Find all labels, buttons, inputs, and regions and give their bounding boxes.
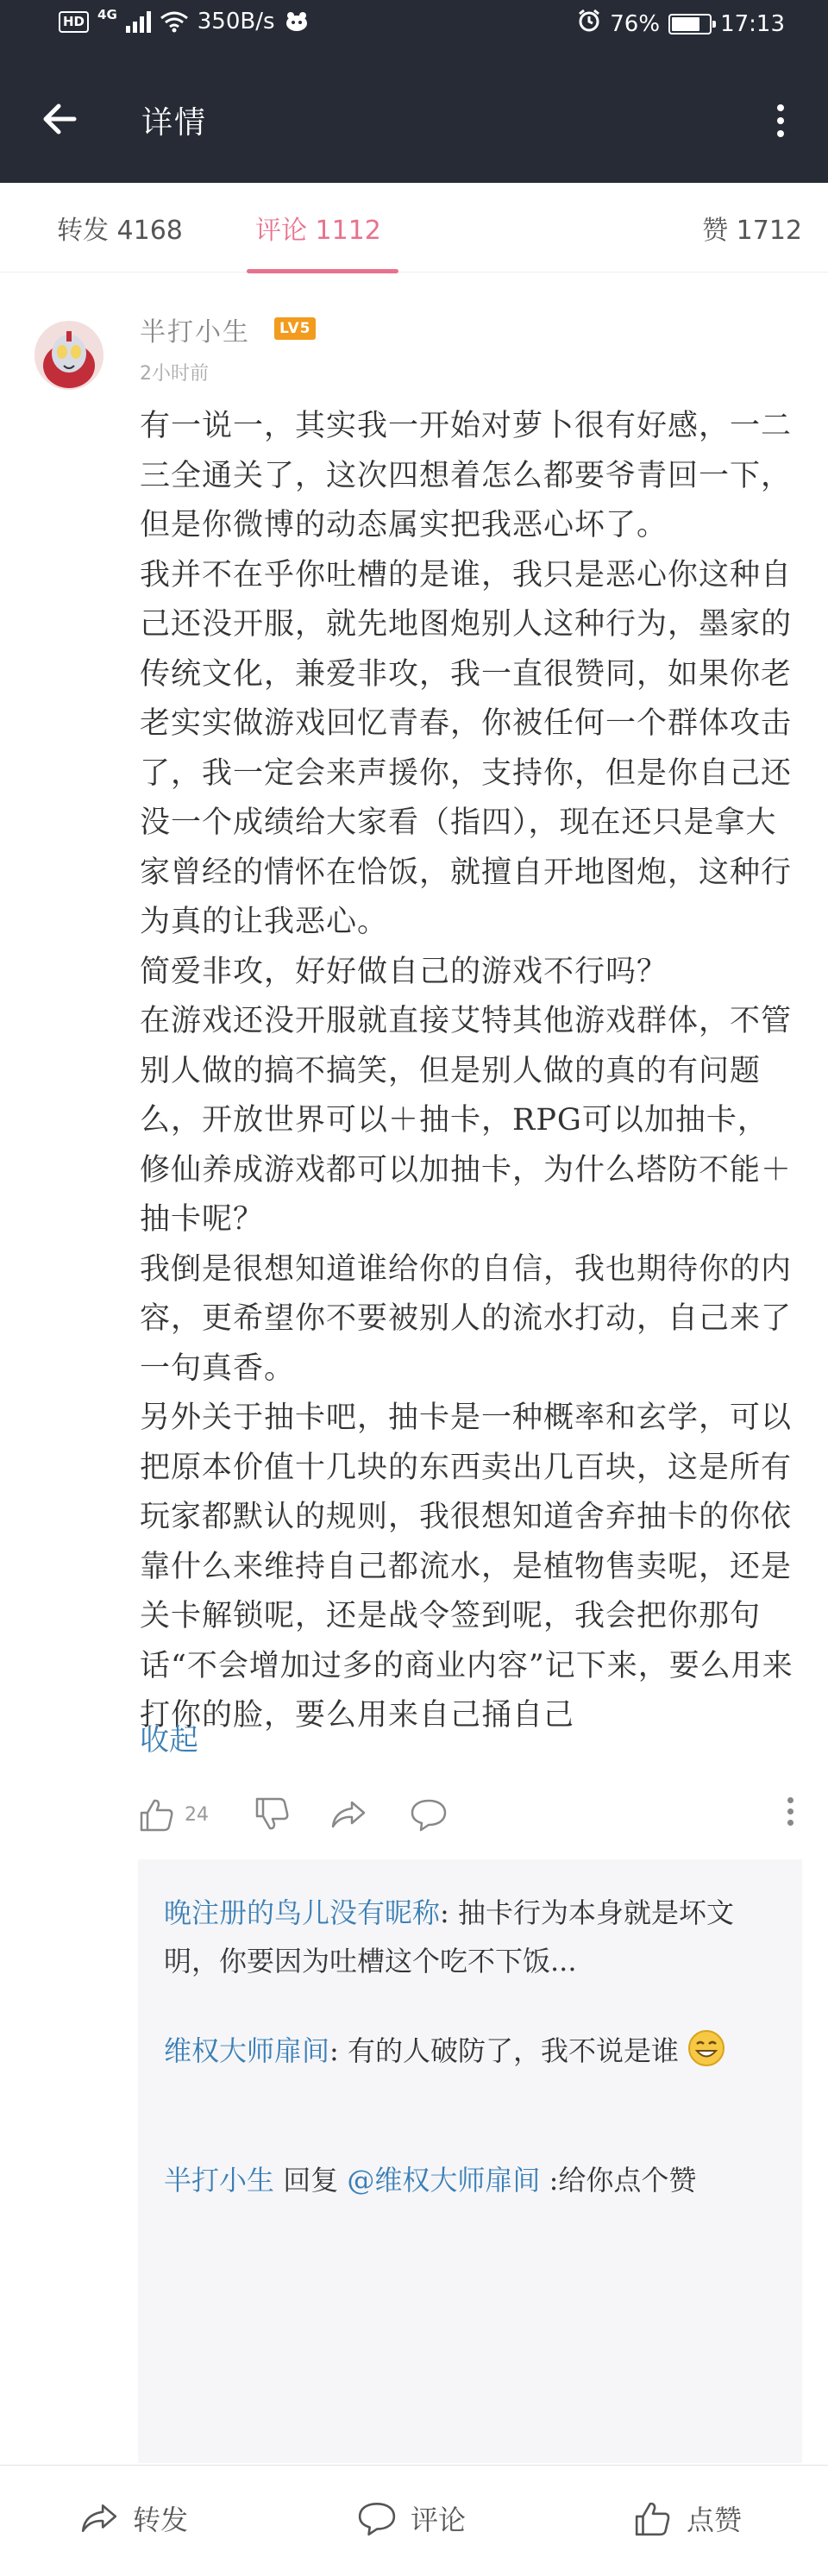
more-vertical-icon <box>777 104 784 111</box>
app-notification-icon <box>284 10 310 33</box>
clock: 17:13 <box>720 10 785 37</box>
like-button[interactable] <box>138 1796 209 1833</box>
comment-bubble-icon <box>355 2498 398 2538</box>
reply-item[interactable] <box>164 2027 785 2075</box>
reply-item[interactable] <box>164 1889 785 1985</box>
status-left <box>59 9 310 34</box>
comment-username[interactable]: 半打小生 <box>140 317 250 348</box>
avatar[interactable] <box>34 321 104 390</box>
comment-paragraph: 我并不在乎你吐槽的是谁，我只是恶心你这种自己还没开服，就先地图炮别人这种行为，墨家的传统文化，兼爱非攻，我一直很赞同，如果你老老实实做游戏回忆青春，你被任何一个群体攻击了，我一定会来声援你，支持你，但是你自己还没一个成绩给大家看（指四），现在还只是拿大家曾经的情怀在恰饭，就擅自开地图炮，这种行为真的让我恶心。 <box>140 557 793 939</box>
reply-button[interactable] <box>409 1796 448 1833</box>
dislike-button[interactable] <box>254 1796 292 1833</box>
comment-timestamp: 2小时前 <box>140 363 209 385</box>
like-count: 24 <box>185 1803 209 1826</box>
replies-box <box>138 1859 802 2463</box>
reply-text: 有的人破防了，我不说是谁 <box>347 2034 679 2067</box>
thumbs-up-icon <box>138 1796 176 1833</box>
back-button[interactable] <box>34 93 86 145</box>
page-title: 详情 <box>141 105 208 141</box>
tab-comment[interactable]: 评论 1112 <box>255 216 381 246</box>
tab-bar <box>0 183 828 273</box>
status-right <box>577 9 785 39</box>
arrow-left-icon <box>34 93 86 145</box>
share-button[interactable] <box>329 1796 367 1833</box>
reply-separator: : <box>329 2034 348 2067</box>
tab-like[interactable]: 赞 1712 <box>702 216 802 246</box>
more-vertical-icon <box>787 1797 794 1803</box>
reply-target[interactable]: @维权大师扉间 <box>347 2164 541 2197</box>
reply-text: 给你点个赞 <box>558 2164 697 2197</box>
reply-separator: : <box>440 1896 458 1929</box>
battery-percent: 76% <box>610 10 661 37</box>
bottom-repost-label: 转发 <box>133 2504 189 2536</box>
reply-separator: : <box>540 2164 559 2197</box>
comment-body <box>140 402 795 1741</box>
reply-author[interactable]: 晚注册的鸟儿没有昵称 <box>164 1896 441 1929</box>
reply-text: 抽卡行为本身就是坏文明，你要因为吐槽这个吃不下饭... <box>164 1896 734 1977</box>
comment-bubble-icon <box>409 1796 448 1833</box>
thumbs-up-icon <box>631 2498 674 2538</box>
battery-icon <box>668 14 712 34</box>
comment-more-button[interactable] <box>787 1797 794 1826</box>
wifi-icon <box>160 10 189 33</box>
bottom-comment-label: 评论 <box>411 2504 467 2536</box>
comment-paragraph: 简爱非攻，好好做自己的游戏不行吗？ <box>140 954 668 989</box>
reply-author[interactable]: 半打小生 <box>164 2164 275 2197</box>
bottom-like-button[interactable] <box>631 2498 742 2538</box>
level-badge: LV5 <box>274 317 316 340</box>
reply-word: 回复 <box>274 2164 348 2197</box>
share-arrow-icon <box>78 2498 121 2538</box>
more-options-button[interactable] <box>768 95 794 147</box>
comment-paragraph: 我倒是很想知道谁给你的自信，我也期待你的内容，更希望你不要被别人的流水打动，自己来了一句真香。 <box>140 1251 793 1386</box>
comment-paragraph: 在游戏还没开服就直接艾特其他游戏群体，不管别人做的搞不搞笑，但是别人做的真的有问题么，开放世界可以＋抽卡，RPG可以加抽卡，修仙养成游戏都可以加抽卡，为什么塔防不能＋抽卡呢？ <box>140 1004 793 1237</box>
active-tab-indicator <box>247 269 398 273</box>
smile-emoji-icon <box>687 2029 725 2067</box>
thumbs-down-icon <box>254 1796 292 1833</box>
comment-paragraph: 另外关于抽卡吧，抽卡是一种概率和玄学，可以把原本价值十几块的东西卖出几百块，这是所有玩家都默认的规则，我很想知道舍弃抽卡的你依靠什么来维持自己都流水，是植物售卖呢，还是关卡解锁呢，还是战令签到呢，我会把你那句话“不会增加过多的商业内容”记下来，要么用来打你的脸，要么用来自己捅自己 <box>140 1401 794 1733</box>
bottom-repost-button[interactable] <box>78 2498 188 2538</box>
collapse-link[interactable]: 收起 <box>140 1723 198 1758</box>
top-header <box>0 0 828 183</box>
bottom-action-bar <box>0 2465 828 2576</box>
alarm-icon <box>577 9 601 39</box>
bottom-like-label: 点赞 <box>687 2504 743 2536</box>
reply-author[interactable]: 维权大师扉间 <box>164 2034 330 2067</box>
comment-actions <box>0 1785 828 1854</box>
network-type: 4G <box>97 7 117 22</box>
avatar-image <box>34 321 104 390</box>
share-arrow-icon <box>329 1796 367 1833</box>
title-bar <box>0 57 828 183</box>
comment-paragraph: 有一说一，其实我一开始对萝卜很有好感，一二三全通关了，这次四想着怎么都要爷青回一下，但是你微博的动态属实把我恶心坏了。 <box>140 409 793 542</box>
network-speed: 350B/s <box>197 9 275 34</box>
hd-badge: HD <box>59 11 89 33</box>
status-bar <box>0 0 828 57</box>
tab-repost[interactable]: 转发 4168 <box>57 216 183 246</box>
bottom-comment-button[interactable] <box>355 2498 466 2538</box>
signal-icon <box>126 10 151 33</box>
reply-item[interactable] <box>164 2156 785 2204</box>
